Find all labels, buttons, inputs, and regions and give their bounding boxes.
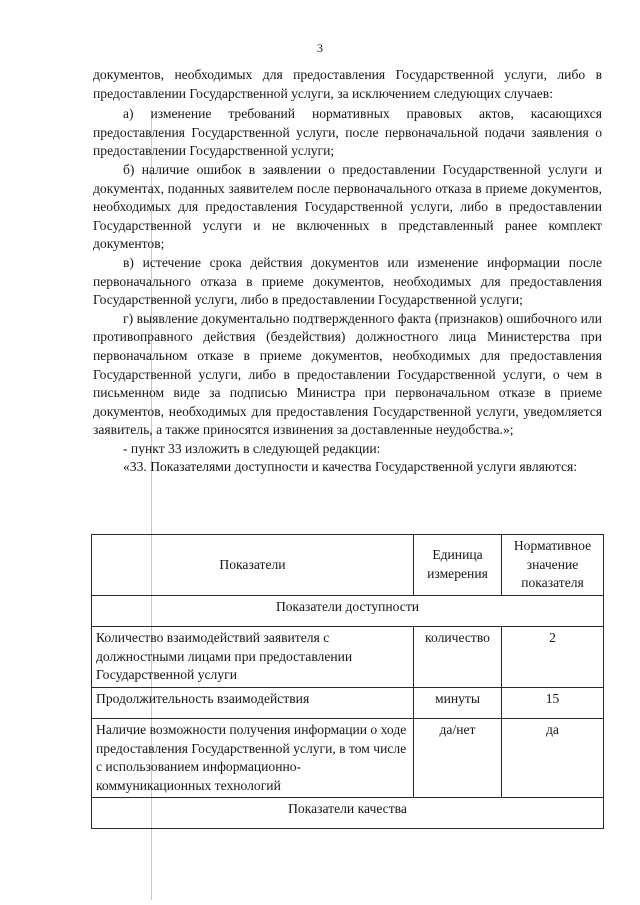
indicators-table [91, 534, 604, 829]
paragraph-continuation: документов, необходимых для предоставления Государственной услуги, либо в предоставлении Государственной услуги, за исключением следующих случаев: [93, 67, 602, 101]
table-row [92, 688, 604, 719]
header-unit: Единица измерения [414, 535, 502, 596]
section-access-label: Показатели доступности [92, 596, 604, 627]
section-row-access [92, 596, 604, 627]
row-unit: количество [414, 627, 502, 688]
paragraph-item-v: в) истечение срока действия документов или изменение информации после первоначального отказа в приеме документов, необходимых для предоставления Государственной услуги, либо в предоставлении Государственной услуги; [93, 254, 602, 308]
table-header-row [92, 535, 604, 596]
page-number: 3 [317, 41, 323, 55]
section-row-quality [92, 798, 604, 829]
body-text [93, 66, 602, 477]
section-quality-label: Показатели качества [92, 798, 604, 829]
row-value: да [502, 719, 604, 798]
header-norm-value: Нормативное значение показателя [502, 535, 604, 596]
row-value: 2 [502, 627, 604, 688]
paragraph-33-intro: «33. Показателями доступности и качества Государственной услуги являются: [123, 459, 578, 475]
table-row [92, 627, 604, 688]
row-unit: да/нет [414, 719, 502, 798]
header-indicator: Показатели [92, 535, 414, 596]
row-indicator-name: Наличие возможности получения информации о ходе предоставления Государственной услуги, в том числе с использованием информационно-коммуникационных технологий [92, 719, 414, 798]
row-indicator-name: Продолжительность взаимодействия [92, 688, 414, 719]
paragraph-amend-33: - пункт 33 изложить в следующей редакции: [123, 440, 381, 456]
row-value: 15 [502, 688, 604, 719]
row-unit: минуты [414, 688, 502, 719]
paragraph-item-b: б) наличие ошибок в заявлении о предоставлении Государственной услуги и документах, поданных заявителем после первоначального отказа в приеме документов, необходимых для предоставления Государственной услуги, либо в предоставлении Государственной услуги и не включенных в представленный ранее комплект документов; [93, 161, 602, 252]
paragraph-item-a: а) изменение требований нормативных правовых актов, касающихся предоставления Государственной услуги, после первоначальной подачи заявления о предоставлении Государственной услуги; [93, 106, 602, 159]
table-row [92, 719, 604, 798]
paragraph-item-g: г) выявление документально подтвержденного факта (признаков) ошибочного или противоправного действия (бездействия) должностного лица Министерства при первоначальном отказе в приеме документов, необходимых для предоставления Государственной услуги, либо в предоставлении Государственной услуги, о чем в письменном виде за подписью Министра при первоначальном отказе в приеме документов, необходимых для предоставления Государственной услуги, уведомляется заявитель, а также приносятся извинения за доставленные неудобства.»; [93, 310, 602, 438]
row-indicator-name: Количество взаимодействий заявителя с должностными лицами при предоставлении Государственной услуги [92, 627, 414, 688]
